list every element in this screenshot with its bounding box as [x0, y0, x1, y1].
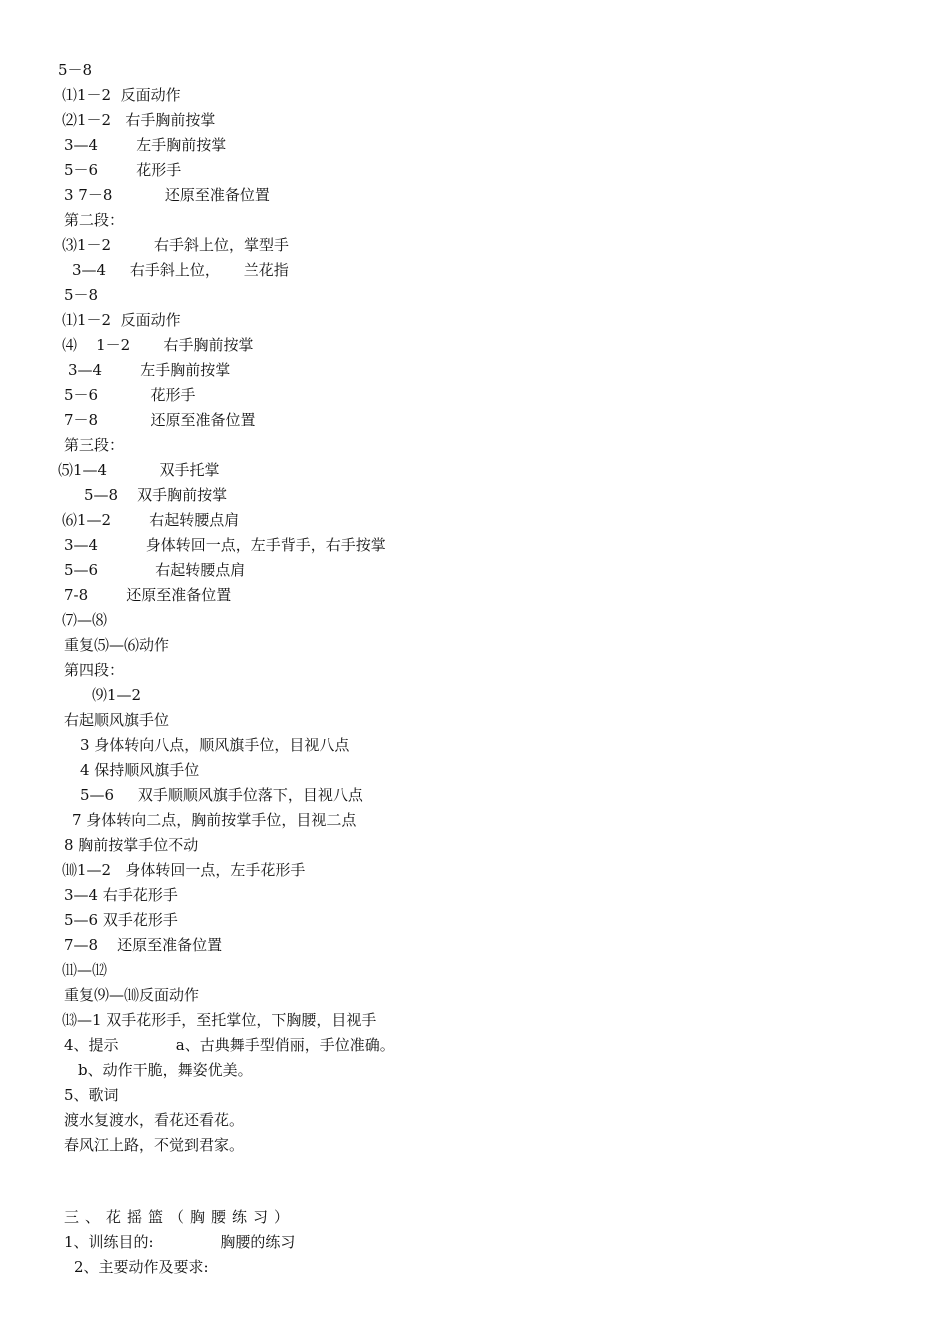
text-line: 3—4 身体转回一点，左手背手，右手按掌	[64, 536, 386, 554]
text-line: 8 胸前按掌手位不动	[64, 836, 199, 854]
text-line: 2、主要动作及要求:	[74, 1258, 209, 1276]
text-line: ⒀—1 双手花形手，至托掌位，下胸腰，目视手	[62, 1011, 377, 1029]
text-line: 3—4 右手花形手	[64, 886, 178, 904]
text-line: 渡水复渡水，看花还看花。	[64, 1111, 245, 1129]
text-line: 1、训练目的: 胸腰的练习	[64, 1233, 296, 1251]
text-line: ⑶1－2 右手斜上位，掌型手	[62, 236, 290, 254]
text-line: ⑼1—2	[92, 686, 142, 704]
text-line: b、动作干脆，舞姿优美。	[78, 1061, 253, 1079]
text-line: ⑸1—4 双手托掌	[58, 461, 220, 479]
text-line: ⑹1—2 右起转腰点肩	[62, 511, 240, 529]
text-line: 3—4 左手胸前按掌	[64, 136, 227, 154]
text-line: ⑵1－2 右手胸前按掌	[62, 111, 216, 129]
text-line: 5—6 双手花形手	[64, 911, 178, 929]
text-line: 4、提示 a、古典舞手型俏丽，手位准确。	[64, 1036, 395, 1054]
text-line: 5－6 花形手	[64, 386, 196, 404]
text-line: ⑴1－2 反面动作	[62, 311, 181, 329]
text-line: ⑾—⑿	[62, 961, 108, 979]
text-line: 5—6 右起转腰点肩	[64, 561, 246, 579]
text-line: 3—4 左手胸前按掌	[68, 361, 231, 379]
text-line: ⑽1—2 身体转回一点，左手花形手	[62, 861, 306, 879]
text-line: 7－8 还原至准备位置	[64, 411, 256, 429]
text-line: 7-8 还原至准备位置	[64, 586, 232, 604]
text-line: 4 保持顺风旗手位	[80, 761, 200, 779]
section-heading: 第三段：	[64, 436, 125, 454]
text-line: ⑷ 1－2 右手胸前按掌	[62, 336, 254, 354]
text-line: 5、歌词	[64, 1086, 119, 1104]
text-line: 5－8	[64, 286, 99, 304]
text-line: 右起顺风旗手位	[64, 711, 170, 729]
text-line: ⑺—⑻	[62, 611, 108, 629]
text-line: 5－8	[58, 61, 93, 79]
section-title: 三、花摇篮（胸腰练习）	[64, 1208, 296, 1226]
text-line: 3 身体转向八点，顺风旗手位，目视八点	[80, 736, 350, 754]
text-line: 重复⑼—⑽反面动作	[64, 986, 200, 1004]
text-line: 7 身体转向二点，胸前按掌手位，目视二点	[72, 811, 357, 829]
text-line: 春风江上路，不觉到君家。	[64, 1136, 245, 1154]
text-line: 5—8 双手胸前按掌	[84, 486, 228, 504]
text-line: 7—8 还原至准备位置	[64, 936, 223, 954]
text-line: 5－6 花形手	[64, 161, 182, 179]
section-heading: 第四段：	[64, 661, 125, 679]
section-heading: 第二段：	[64, 211, 125, 229]
text-line: 5—6 双手顺顺风旗手位落下，目视八点	[80, 786, 363, 804]
text-line: 3—4 右手斜上位， 兰花指	[72, 261, 289, 279]
text-line: 3 7－8 还原至准备位置	[64, 186, 270, 204]
text-line: ⑴1－2 反面动作	[62, 86, 181, 104]
text-line: 重复⑸—⑹动作	[64, 636, 170, 654]
